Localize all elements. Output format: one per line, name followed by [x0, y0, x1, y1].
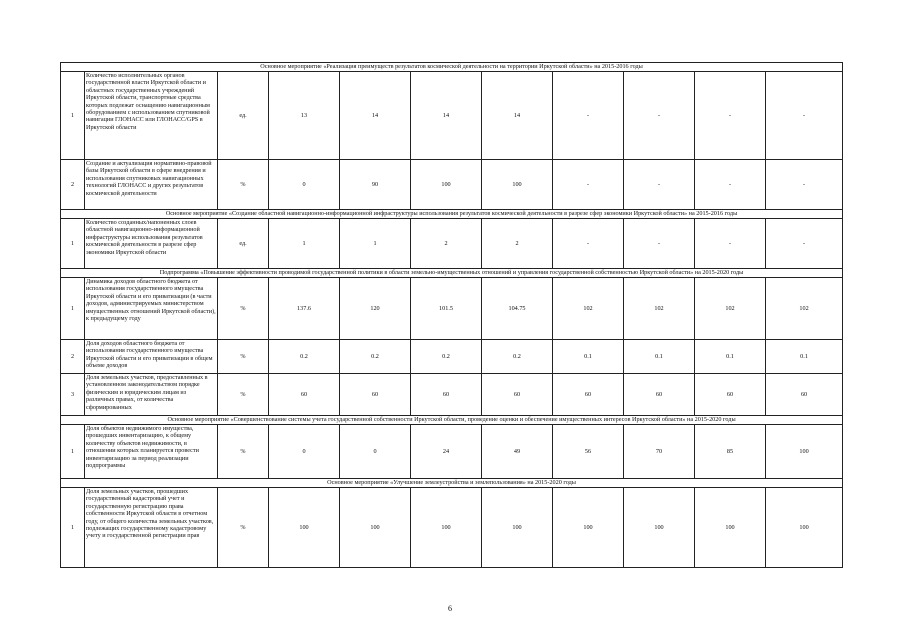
row-number: 3	[61, 374, 85, 416]
value-cell: 14	[340, 72, 411, 160]
value-cell: -	[624, 219, 695, 269]
unit-cell: %	[218, 374, 269, 416]
value-cell: 100	[695, 488, 766, 568]
value-cell: 104.75	[482, 278, 553, 340]
value-cell: 100	[482, 160, 553, 210]
value-cell: 120	[340, 278, 411, 340]
value-cell: -	[553, 160, 624, 210]
unit-cell: %	[218, 425, 269, 479]
value-cell: 2	[411, 219, 482, 269]
value-cell: 0.1	[695, 340, 766, 374]
value-cell: 102	[766, 278, 843, 340]
value-cell: -	[624, 72, 695, 160]
value-cell: 1	[269, 219, 340, 269]
section-title: Основное мероприятие «Совершенствование системы учета государственной собственности Иркутской области, проведение оценки и обеспечение имущественных интересов Иркутской области» на 2015-2020 годы	[61, 416, 843, 425]
value-cell: 0.2	[340, 340, 411, 374]
value-cell: 100	[411, 160, 482, 210]
value-cell: 60	[269, 374, 340, 416]
value-cell: 60	[411, 374, 482, 416]
unit-cell: %	[218, 340, 269, 374]
value-cell: -	[766, 160, 843, 210]
value-cell: 101.5	[411, 278, 482, 340]
row-number: 1	[61, 278, 85, 340]
value-cell: 14	[482, 72, 553, 160]
value-cell: -	[695, 160, 766, 210]
value-cell: 60	[766, 374, 843, 416]
value-cell: 100	[766, 488, 843, 568]
value-cell: 1	[340, 219, 411, 269]
indicator-row	[61, 160, 843, 210]
indicator-name: Доля земельных участков, предоставленных в установленном законодательством порядке физическим и юридическим лицам из различных правах, от количества сформированных	[85, 374, 218, 416]
section-title: Подпрограмма «Повышение эффективности проводимой государственной политики в области земельно-имущественных отношений и управления государственной собственностью Иркутской области» на 2015-2020 годы	[61, 269, 843, 278]
value-cell: 60	[482, 374, 553, 416]
value-cell: -	[624, 160, 695, 210]
indicator-name: Доля земельных участков, прошедших государственный кадастровый учет и государственную регистрацию права собственности Иркутской области в отчетном году, от общего количества земельных участков, подлежащих государственному кадастровому учету и государственной регистрации прав	[85, 488, 218, 568]
indicator-row	[61, 72, 843, 160]
indicator-name: Создание и актуализация нормативно-правовой базы Иркутской области в сфере внедрения и использования спутниковых навигационных технологий ГЛОНАСС и других результатов космической деятельности	[85, 160, 218, 210]
value-cell: 0	[269, 425, 340, 479]
value-cell: 0.2	[269, 340, 340, 374]
value-cell: 0.1	[624, 340, 695, 374]
value-cell: 0	[340, 425, 411, 479]
indicator-name: Динамика доходов областного бюджета от использования государственного имущества Иркутской области и его приватизации (в части доходов, администрируемых министерством имущественных отношений Иркутской области), к предыдущему году	[85, 278, 218, 340]
row-number: 1	[61, 72, 85, 160]
value-cell: 100	[482, 488, 553, 568]
value-cell: -	[766, 72, 843, 160]
unit-cell: %	[218, 160, 269, 210]
indicator-row	[61, 340, 843, 374]
row-number: 2	[61, 160, 85, 210]
value-cell: 0	[269, 160, 340, 210]
indicator-row	[61, 374, 843, 416]
value-cell: 2	[482, 219, 553, 269]
indicator-table-container	[60, 62, 842, 568]
value-cell: 13	[269, 72, 340, 160]
section-header-row	[61, 63, 843, 72]
value-cell: 49	[482, 425, 553, 479]
value-cell: 60	[553, 374, 624, 416]
indicator-name: Доля доходов областного бюджета от использования государственного имущества Иркутской области и его приватизации в общем объеме доходов	[85, 340, 218, 374]
value-cell: 100	[624, 488, 695, 568]
value-cell: 102	[553, 278, 624, 340]
value-cell: 100	[269, 488, 340, 568]
value-cell: 56	[553, 425, 624, 479]
value-cell: 90	[340, 160, 411, 210]
page-number: 6	[448, 604, 452, 613]
section-title: Основное мероприятие «Улучшение землеустройства и землепользования» на 2015-2020 годы	[61, 479, 843, 488]
row-number: 1	[61, 425, 85, 479]
value-cell: 60	[340, 374, 411, 416]
unit-cell: ед.	[218, 219, 269, 269]
indicator-row	[61, 488, 843, 568]
section-header-row	[61, 269, 843, 278]
value-cell: -	[766, 219, 843, 269]
value-cell: 60	[695, 374, 766, 416]
value-cell: 100	[411, 488, 482, 568]
value-cell: 14	[411, 72, 482, 160]
value-cell: -	[553, 72, 624, 160]
indicator-table-body	[61, 63, 843, 568]
indicator-row	[61, 219, 843, 269]
section-header-row	[61, 416, 843, 425]
value-cell: 100	[766, 425, 843, 479]
indicator-name: Доля объектов недвижимого имущества, прошедших инвентаризацию, к общему количеству объектов недвижимости, в отношении которых планируется провести инвентаризацию за период реализации подпрограммы	[85, 425, 218, 479]
value-cell: -	[553, 219, 624, 269]
row-number: 1	[61, 219, 85, 269]
row-number: 2	[61, 340, 85, 374]
value-cell: 85	[695, 425, 766, 479]
value-cell: 100	[553, 488, 624, 568]
value-cell: 102	[624, 278, 695, 340]
indicator-name: Количество исполнительных органов государственной власти Иркутской области и областных государственных учреждений Иркутской области, транспортные средства которых подлежат оснащению навигационным оборудованием с использованием спутниковой навигации ГЛОНАСС или ГЛОНАСС/GPS в Иркутской области	[85, 72, 218, 160]
unit-cell: %	[218, 488, 269, 568]
unit-cell: ед.	[218, 72, 269, 160]
indicator-table	[60, 62, 843, 568]
value-cell: 0.2	[411, 340, 482, 374]
value-cell: 0.1	[766, 340, 843, 374]
value-cell: 0.2	[482, 340, 553, 374]
value-cell: 0.1	[553, 340, 624, 374]
value-cell: 102	[695, 278, 766, 340]
row-number: 1	[61, 488, 85, 568]
value-cell: 24	[411, 425, 482, 479]
indicator-row	[61, 425, 843, 479]
value-cell: 60	[624, 374, 695, 416]
section-header-row	[61, 210, 843, 219]
value-cell: -	[695, 72, 766, 160]
value-cell: -	[695, 219, 766, 269]
indicator-name: Количество созданных/напоненных слоев областной навигационно-информационной инфраструктуры использования результатов космической деятельности в разрезе сфер экономики Иркутской области	[85, 219, 218, 269]
unit-cell: %	[218, 278, 269, 340]
section-header-row	[61, 479, 843, 488]
indicator-row	[61, 278, 843, 340]
section-title: Основное мероприятие «Создание областной навигационно-информационной инфраструктуры использования результатов космической деятельности в разрезе сфер экономики Иркутской области» на 2015-2016 годы	[61, 210, 843, 219]
value-cell: 100	[340, 488, 411, 568]
value-cell: 137.6	[269, 278, 340, 340]
value-cell: 70	[624, 425, 695, 479]
section-title: Основное мероприятие «Реализация преимуществ результатов космической деятельности на территории Иркутской области» на 2015-2016 годы	[61, 63, 843, 72]
